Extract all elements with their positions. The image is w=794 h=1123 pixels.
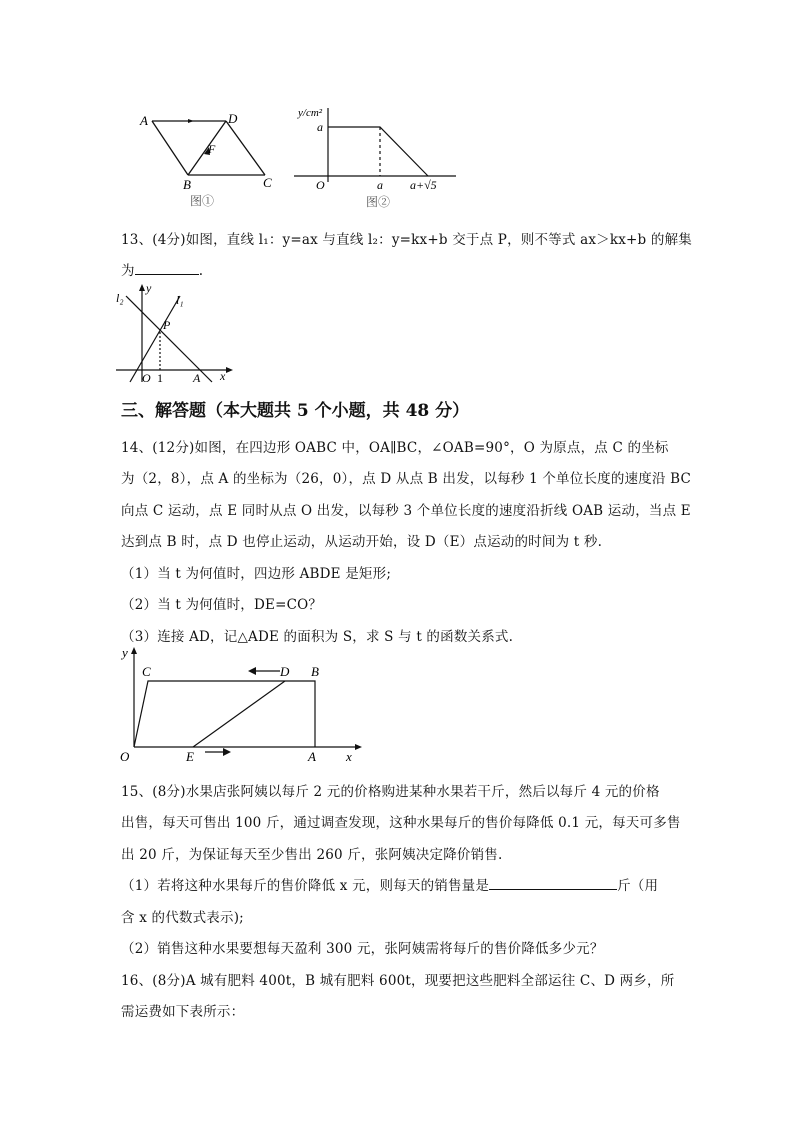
label-a: A [140, 113, 148, 128]
q13-text-line2 [121, 259, 203, 279]
label-d: D [228, 111, 238, 126]
q15-sub-1-cont: 含 x 的代数式表示); [121, 910, 244, 926]
q14-line-2: 为（2，8），点 A 的坐标为（26，0），点 D 从点 B 出发，以每秒 1 个单位长度的速度沿 BC [121, 471, 692, 487]
edge-bd [188, 121, 226, 175]
x-arrow [355, 744, 362, 750]
label-x: x [220, 369, 226, 383]
q15-line-3: 出 20 斤，为保证每天至少售出 260 斤，张阿姨决定降价销售. [121, 847, 503, 863]
q15-sub1-suffix: 斤（用 [617, 878, 659, 894]
a-plus-label: a+√5 [410, 178, 437, 192]
q13-prefix: 为 [121, 263, 135, 279]
fig2-caption: 图② [366, 195, 391, 209]
q13-answer-blank[interactable] [135, 260, 199, 275]
q14-line-3: 向点 C 运动，点 E 同时从点 O 出发，以每秒 3 个单位长度的速度沿折线 OAB 运动，当点 E [121, 503, 691, 519]
label-b: B [311, 664, 319, 679]
label-y: y [146, 282, 152, 295]
figure-1-parallelogram [130, 105, 280, 210]
x-arrow [226, 367, 233, 373]
line-l1 [130, 296, 180, 382]
q14-sub-1: （1）当 t 为何值时，四边形 ABDE 是矩形; [121, 566, 392, 582]
q16-line-1: 16、(8分)A 城有肥料 400t，B 城有肥料 600t，现要把这些肥料全部运往 C、D 两乡，所 [121, 973, 675, 989]
q16-line-2: 需运费如下表所示： [121, 1004, 245, 1020]
edge-ba [152, 121, 188, 175]
a-y-label: a [317, 120, 323, 134]
a-x-label: a [377, 178, 383, 192]
q15-sub-1 [121, 874, 658, 894]
segment-de [193, 681, 285, 747]
line-l2 [126, 296, 212, 382]
label-x: x [346, 749, 352, 763]
q15-answer-blank[interactable] [489, 875, 617, 890]
arrow-on-ad [188, 119, 194, 123]
q13-figure [112, 282, 237, 387]
arrow-e-head [223, 748, 231, 756]
section-3-heading: 三、解答题（本大题共 5 个小题，共 48 分） [121, 401, 470, 421]
label-a: A [308, 749, 316, 763]
quadrilateral [134, 681, 315, 747]
figure-2-graph [290, 100, 460, 212]
q14-line-1: 14、(12分)如图，在四边形 OABC 中，OA∥BC，∠OAB=90°，O 为原点，点 C 的坐标 [121, 440, 669, 456]
graph-line [328, 127, 428, 176]
label-d: D [280, 664, 290, 679]
edge-dc [226, 121, 265, 175]
label-f: F [208, 142, 216, 156]
q15-sub1-prefix: （1）若将这种水果每斤的售价降低 x 元，则每天的销售量是 [121, 878, 490, 894]
q13-suffix: . [198, 263, 204, 279]
q14-figure [110, 643, 365, 763]
label-y: y [122, 645, 128, 660]
label-o: O [142, 371, 151, 385]
label-c: C [142, 664, 151, 679]
q15-line-1: 15、(8分)水果店张阿姨以每斤 2 元的价格购进某种水果若干斤，然后以每斤 4 元的价格 [121, 784, 660, 800]
label-e: E [186, 749, 194, 763]
label-a: A [193, 371, 201, 385]
label-one: 1 [157, 371, 163, 385]
q13-text-line1: 13、(4分)如图，直线 l₁：y=ax 与直线 l₂：y=kx+b 交于点 P，则不等式 ax＞kx+b 的解集 [121, 232, 692, 248]
arrow-d-head [248, 667, 256, 675]
label-o: O [120, 749, 130, 763]
y-label: y/cm² [298, 107, 323, 119]
label-l2: l₂ [116, 291, 124, 305]
origin-label: O [316, 178, 325, 192]
label-l1: l₁ [176, 293, 184, 307]
y-arrow [131, 647, 137, 654]
q14-sub-2: （2）当 t 为何值时，DE=CO？ [121, 597, 323, 613]
label-c: C [263, 175, 272, 190]
fig1-caption: 图① [190, 194, 215, 208]
label-b: B [183, 177, 191, 192]
q14-sub-3: （3）连接 AD，记△ADE 的面积为 S，求 S 与 t 的函数关系式. [121, 629, 514, 645]
q15-line-2: 出售，每天可售出 100 斤，通过调查发现，这种水果每斤的售价每降低 0.1 元，每天可多售 [121, 815, 681, 831]
q14-line-4: 达到点 B 时，点 D 也停止运动，从运动开始，设 D（E）点运动的时间为 t 秒. [121, 534, 603, 550]
y-arrow [139, 284, 145, 291]
q15-sub-2: （2）销售这种水果要想每天盈利 300 元，张阿姨需将每斤的售价降低多少元？ [121, 941, 604, 957]
label-p: P [163, 318, 171, 332]
